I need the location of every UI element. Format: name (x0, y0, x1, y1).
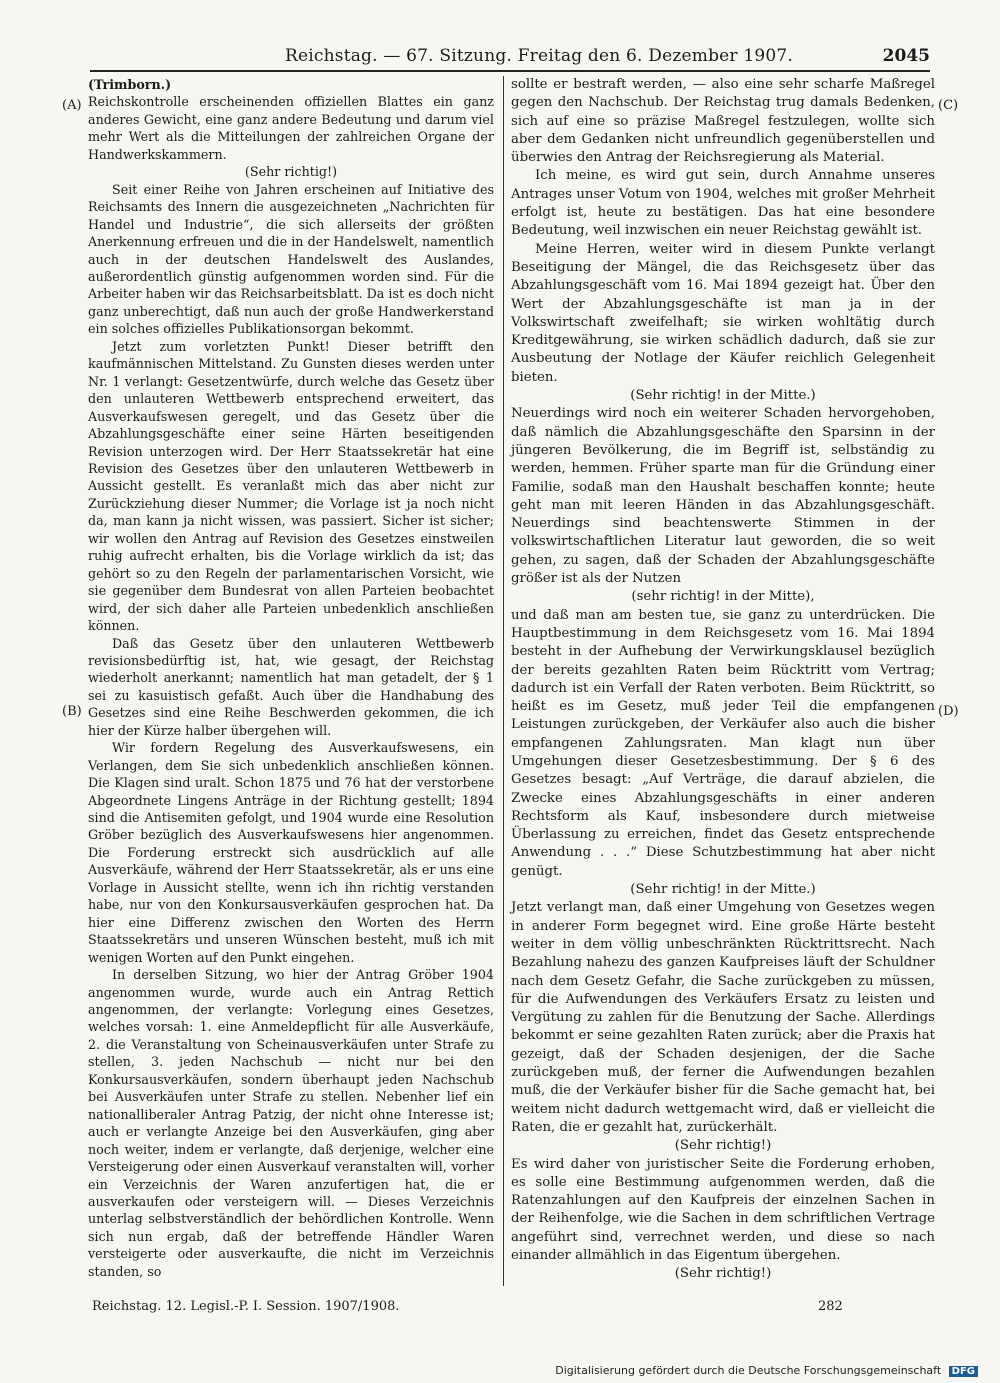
page-header (90, 40, 930, 80)
margin-marker-b: (B) (62, 704, 82, 719)
page-number: 2045 (882, 46, 930, 66)
interjection: (Sehr richtig!) (244, 164, 338, 180)
running-title: Reichstag. — 67. Sitzung. Freitag den 6. Dezember 1907. (285, 46, 794, 66)
paragraph: Wir fordern Regelung des Ausverkaufswesens, ein Verlangen, dem Sie sich unbedenklich anschließen können. Die Klagen sind uralt. Schon 1875 und 76 hat der verstorbene Abgeordnete Lingens Anträge in der Richtung gestellt; 1894 sind die Antisemiten gefolgt, und 1904 wurde eine Resolution Gröber bezüglich des Ausverkaufswesens hier angenommen. Die Forderung erstreckt sich ausdrücklich auf alle Ausverkäufe, während der Herr Staatssekretär, als er uns eine Vorlage in Aussicht stellte, wenn ich ihn richtig verstanden habe, nur von den Konkursausverkäufen gesprochen hat. Da hier eine Differenz zwischen den Worten des Herrn Staatssekretärs und unseren Wünschen besteht, muß ich mit wenigen Worten auf den Punkt eingehen. (88, 740, 494, 965)
interjection: (Sehr richtig! in der Mitte.) (630, 388, 816, 404)
footer-sheet-number: 282 (818, 1299, 843, 1314)
paragraph: Seit einer Reihe von Jahren erscheinen auf Initiative des Reichsamts des Innern die ausgezeichneten „Nachrichten für Handel und Industrie“, die sich allerseits der größten Anerkennung erfreuen und die in der Handelswelt, namentlich auch in der deutschen Handelswelt des Auslandes, außerordentlich günstig aufgenommen worden sind. Für die Arbeiter haben wir das Reichsarbeitsblatt. Da ist es doch nicht ganz unberechtigt, daß nun auch der große Handwerkerstand ein solches offizielles Publikationsorgan bekommt. (88, 181, 494, 337)
paragraph: und daß man am besten tue, sie ganz zu unterdrücken. Die Hauptbestimmung in dem Reichsgesetz vom 16. Mai 1894 besteht in der Aufhebung der Verwirkungsklausel bezüglich der bereits gezahlten Raten beim Rücktritt vom Vertrag; dadurch ist ein Verfall der Raten verboten. Beim Rücktritt, so heißt es im Gesetz, muß jeder Teil die empfangenen Leistungen zurückgeben, der Verkäufer also auch die bisher empfangenen Zahlungsraten. Man klagt nun über Umgehungen dieser Gesetzesbestimmung. Der § 6 des Gesetzes besagt: „Auf Verträge, die darauf abzielen, die Zwecke eines Abzahlungsgeschäfts in einer anderen Rechtsform als Kauf, insbesondere durch mietweise Überlassung zu erreichen, findet das Gesetz entsprechende Anwendung . . .“ Diese Schutzbestimmung hat aber nicht genügt. (511, 607, 935, 879)
funding-notice (555, 1364, 978, 1377)
footer-session-info: Reichstag. 12. Legisl.-P. I. Session. 1907/1908. (92, 1299, 400, 1314)
margin-marker-c: (C) (938, 98, 959, 113)
funding-text: Digitalisierung gefördert durch die Deutsche Forschungsgemeinschaft (555, 1364, 942, 1377)
paragraph: Daß das Gesetz über den unlauteren Wettbewerb revisionsbedürftig ist, hat, wie gesagt, der Reichstag wiederholt anerkannt; namentlich hat man getadelt, der § 1 sei zu kasuistisch gefaßt. Auch über die Handhabung des Gesetzes sind eine Reihe Beschwerden gekommen, die ich hier der Kürze halber übergehen will. (88, 635, 494, 738)
paragraph: Ich meine, es wird gut sein, durch Annahme unseres Antrages unser Votum von 1904, welches mit großer Mehrheit erfolgt ist, heute zu bestätigen. Das hat eine besondere Bedeutung, weil inzwischen ein neuer Reichstag gewählt ist. (511, 168, 935, 239)
right-column (511, 76, 935, 1284)
column-divider (503, 76, 504, 1286)
paragraph: Reichskontrolle erscheinenden offiziellen Blattes ein ganz anderes Gewicht, eine ganz andere Bedeutung und darum viel mehr Wert als die Mitteilungen der zahlreichen Organe der Handwerkskammern. (88, 94, 494, 162)
interjection: (Sehr richtig! in der Mitte.) (630, 882, 816, 898)
paragraph: Meine Herren, weiter wird in diesem Punkte verlangt Beseitigung der Mängel, die das Reichsgesetz über das Abzahlungsgeschäft vom 16. Mai 1894 gezeigt hat. Über den Wert der Abzahlungsgeschäfte ist man ja in der Volkswirtschaft zweifelhaft; sie wirken wohltätig durch Kreditgewährung, sie wirken schädlich dadurch, daß sie zur Ausbeutung der Notlage der Käufer reichlich Gelegenheit bieten. (511, 241, 935, 385)
paragraph: In derselben Sitzung, wo hier der Antrag Gröber 1904 angenommen wurde, wurde auch ein Antrag Rettich angenommen, der verlangte: Vorlegung eines Gesetzes, welches vorsah: 1. eine Anmeldepflicht für alle Ausverkäufe, 2. die Veranstaltung von Scheinausverkäufen unter Strafe zu stellen, 3. jeden Nachschub — nicht nur bei den Konkursausverkäufen, sondern überhaupt jeden Nachschub bei Ausverkäufen unter Strafe zu stellen. Nebenher lief ein nationalliberaler Antrag Patzig, der nicht ohne Interesse ist; auch er verlangte Anzeige bei den Ausverkäufen, ging aber noch weiter, indem er verlangte, daß derjenige, welcher eine Versteigerung oder einen Ausverkauf veranstalten will, vorher ein Verzeichnis der Waren anzufertigen hat, die er ausverkaufen oder versteigern will. — Dieses Verzeichnis unterlag selbstverständlich der behördlichen Kontrolle. Wenn sich nun ergab, daß der betreffende Händler Waren versteigerte oder ausverkaufte, die nicht im Verzeichnis standen, so (88, 967, 494, 1279)
header-rule (90, 70, 930, 72)
paragraph: Neuerdings wird noch ein weiterer Schaden hervorgehoben, daß nämlich die Abzahlungsgeschäfte den Sparsinn in der jüngeren Bevölkerung, die im Begriff ist, selbständig zu werden, hemmen. Früher sparte man für die Gründung einer Familie, sodaß man den Haushalt beschaffen konnte; heute geht man mit leeren Händen in das Abzahlungsgeschäft. Neuerdings sind beachtenswerte Stimmen in der volkswirtschaftlichen Literatur laut geworden, die so weit gehen, zu sagen, daß der Schaden der Abzahlungsgeschäfte größer ist als der Nutzen (511, 406, 935, 587)
margin-marker-a: (A) (62, 98, 82, 113)
paragraph: Es wird daher von juristischer Seite die Forderung erhoben, es solle eine Bestimmung aufgenommen werden, daß die Ratenzahlungen auf den Kaufpreis der einzelnen Sachen in der Reihenfolge, wie die Sachen in dem schriftlichen Vertrage angeführt sind, verrechnet werden, und diese so nach einander allmählich in das Eigentum übergehen. (511, 1156, 935, 1263)
interjection: (sehr richtig! in der Mitte), (631, 589, 815, 605)
dfg-logo: DFG (949, 1366, 978, 1377)
interjection: (Sehr richtig!) (674, 1138, 772, 1154)
margin-marker-d: (D) (938, 704, 959, 719)
paragraph: Jetzt verlangt man, daß einer Umgehung von Gesetzes wegen in anderer Form begegnet wird. Eine große Härte besteht weiter in dem völlig unbeschränkten Rücktrittsrecht. Nach Bezahlung nahezu des ganzen Kaufpreises läuft der Schuldner nach dem Gesetz Gefahr, die Sache zurückgeben zu müssen, für die Aufwendungen des Verkäufers Ersatz zu leisten und Vergütung zu zahlen für die Benutzung der Sache. Allerdings bekommt er seine gezahlten Raten zurück; aber die Praxis hat gezeigt, daß der Schaden desjenigen, der die Sache zurückgeben muß, der ferner die Aufwendungen bezahlen muß, die der Verkäufer bisher für die Sache gemacht hat, bei weitem nicht dadurch wettgemacht wird, daß er vielleicht die Raten, die er gezahlt hat, zurückerhält. (511, 900, 935, 1135)
interjection: (Sehr richtig!) (674, 1266, 772, 1282)
left-column (88, 76, 494, 1280)
paragraph: Jetzt zum vorletzten Punkt! Dieser betrifft den kaufmännischen Mittelstand. Zu Gunsten dieses werden unter Nr. 1 verlangt: Gesetzentwürfe, durch welche das Gesetz über den unlauteren Wettbewerb entsprechend erweitert, das Ausverkaufswesen geregelt, und das Gesetz über die Abzahlungsgeschäfte einer seine Härten beseitigenden Revision unterzogen wird. Der Herr Staatssekretär hat eine Revision des Gesetzes über den unlauteren Wettbewerb in Aussicht gestellt. Es veranlaßt mich das aber nicht zur Zurückziehung dieser Nummer; die Vorlage ist ja noch nicht da, man kann ja nicht wissen, was passiert. Sicher ist sicher; wir wollen den Antrag auf Revision des Gesetzes einstweilen ruhig aufrecht erhalten, bis die Vorlage wirklich da ist; das gehört so zu den Regeln der parlamentarischen Vorsicht, wie sie gegenüber dem Bundesrat von allen Parteien beobachtet wird, der sich daher alle Parteien unbedenklich anschließen können. (88, 338, 494, 634)
paragraph: sollte er bestraft werden, — also eine sehr scharfe Maßregel gegen den Nachschub. Der Reichstag trug damals Bedenken, sich auf eine so präzise Maßregel festzulegen, wollte sich aber dem Gedanken nicht unfreundlich gegenüberstellen und überwies den Antrag der Reichsregierung als Material. (511, 77, 935, 166)
speaker-label: (Trimborn.) (88, 77, 172, 92)
